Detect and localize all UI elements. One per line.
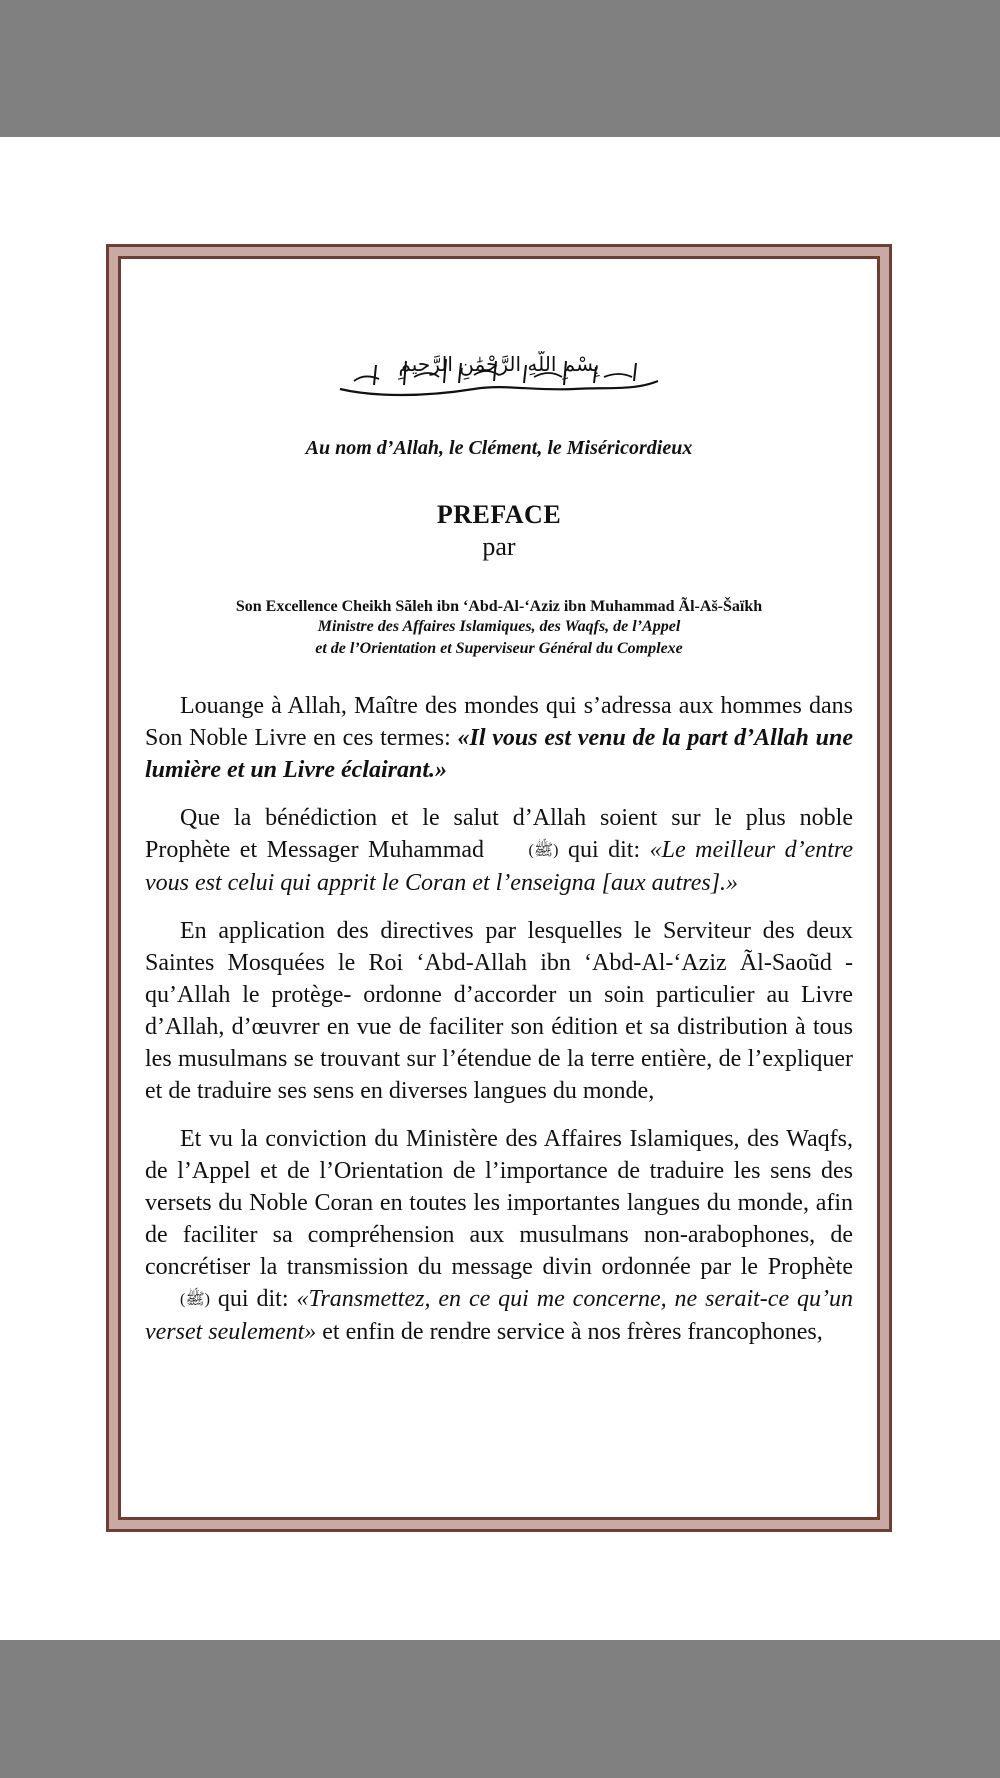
salawat-symbol: (ﷺ) — [528, 842, 559, 859]
paragraph-4-quote: «Transmettez, en ce qui me concerne, ne serait-ce qu’un verset seulement» — [145, 1286, 854, 1345]
paragraph-1 — [145, 690, 853, 786]
paragraph-4-text: Et vu la conviction du Ministère des Affaires Islamiques, des Waqfs, de l’Appel et de l’Orientation de l’importance de traduire les sens des versets du Noble Coran en toutes les importantes langues du monde, afin de faciliter sa compréhension aux musulmans non-arabophones, de concrétiser la transmission du message divin ordonnée par le Prophète — [145, 1126, 853, 1280]
paragraph-3 — [145, 915, 853, 1107]
page-frame — [106, 244, 892, 1532]
basmala-calligraphy — [334, 351, 664, 403]
paragraph-3-text: En application des directives par lesquelles le Serviteur des deux Saintes Mosquées le Roi ‘Abd-Allah ibn ‘Abd-Al-‘Aziz Ãl-Saoũd -qu’Allah le protège- ordonne d’accorder un soin particulier au Livre d’Allah, d’œuvrer en vue de faciliter son édition et sa distribution à tous les musulmans se trouvant sur l’étendue de la terre entière, de l’expliquer et de traduire ses sens en diverses langues du monde, — [145, 918, 853, 1104]
paragraph-4-text-2: qui dit: — [209, 1286, 297, 1312]
author-name: Son Excellence Cheikh Sãleh ibn ‘Abd-Al-‘Aziz ibn Muhammad Ãl-Aš-Šaïkh — [235, 598, 763, 615]
paragraph-4 — [145, 1123, 853, 1348]
byline-par: par — [482, 532, 516, 561]
paragraph-2 — [145, 802, 853, 899]
paragraph-2-text: Que la bénédiction et le salut d’Allah soient sur le plus noble Prophète et Messager Muhammad — [145, 805, 853, 863]
paragraph-2-quote: «Le meilleur d’entre vous est celui qui apprit le Coran et l’enseigna [aux autres].» — [145, 837, 853, 896]
basmala-text: بِسْمِ اللَّهِ الرَّحْمَٰنِ الرَّحِيمِ — [398, 352, 600, 376]
paragraph-2-text-2: qui dit: — [558, 837, 650, 863]
page-inner-border — [118, 256, 880, 1520]
salawat-symbol: (ﷺ) — [180, 1291, 210, 1308]
paragraph-1-text: Louange à Allah, Maître des mondes qui s’adressa aux hommes dans Son Noble Livre en ces termes: — [145, 693, 853, 751]
author-role-line-2: et de l’Orientation et Superviseur Général du Complexe — [315, 640, 683, 657]
preface-body — [145, 690, 853, 1348]
author-role-line-1: Ministre des Affaires Islamiques, des Waqfs, de l’Appel — [317, 618, 681, 635]
page-title: PREFACE — [436, 500, 562, 529]
page-content — [145, 259, 853, 1517]
paragraph-4-text-3: et enfin de rendre service à nos frères francophones, — [316, 1319, 823, 1345]
paragraph-1-quote: «Il vous est venu de la part d’Allah une lumière et un Livre éclairant.» — [145, 725, 853, 783]
invocation: Au nom d’Allah, le Clément, le Miséricordieux — [305, 437, 693, 459]
viewer-bottom-bar — [0, 1640, 1000, 1778]
viewer-top-bar — [0, 0, 1000, 137]
